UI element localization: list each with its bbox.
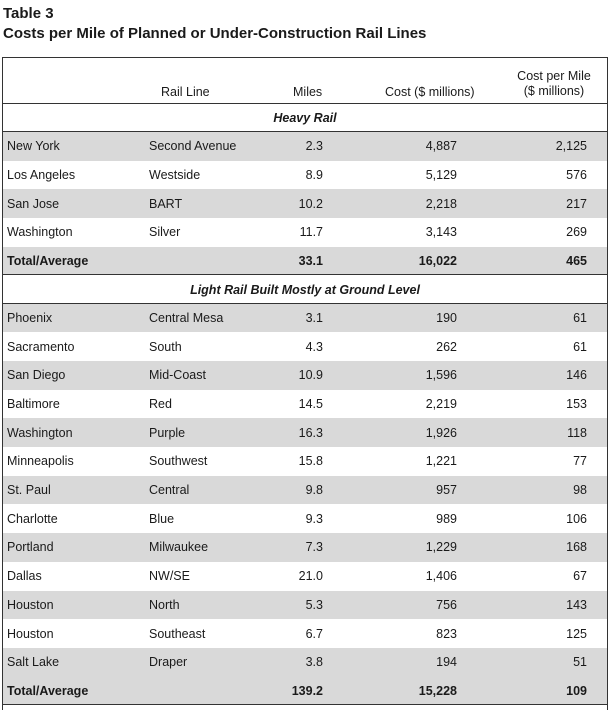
table-row [3, 132, 607, 161]
city-cell: Salt Lake [7, 655, 60, 670]
table-number: Table 3 [3, 5, 54, 22]
rail-line-cell: BART [149, 196, 183, 211]
table-row [3, 504, 607, 533]
cost-cell: 194 [436, 655, 457, 670]
cost-per-mile-cell: 153 [566, 396, 587, 411]
table-row [3, 189, 607, 218]
table-row [3, 418, 607, 447]
total-label: Total/Average [7, 683, 89, 698]
heavy_rail-section-label: Heavy Rail [3, 104, 607, 132]
cost-cell: 2,218 [425, 196, 457, 211]
header-cost-per-mile-line1: Cost per Mile [517, 69, 591, 83]
miles-cell: 10.9 [298, 368, 323, 383]
table-title: Costs per Mile of Planned or Under-Construction Rail Lines [3, 25, 427, 42]
miles-cell: 2.3 [305, 139, 323, 154]
rail-line-cell: Silver [149, 225, 181, 240]
total-label: Total/Average [7, 254, 89, 269]
miles-cell: 15.8 [298, 454, 323, 469]
total-miles: 139.2 [291, 683, 323, 698]
table-row [3, 619, 607, 648]
rail-line-cell: Second Avenue [149, 139, 237, 154]
table-row [3, 390, 607, 419]
cost-per-mile-cell: 77 [573, 454, 587, 469]
cost-per-mile-cell: 2,125 [555, 139, 587, 154]
cost-cell: 823 [436, 626, 457, 641]
city-cell: Washington [7, 225, 73, 240]
cost-cell: 1,926 [425, 425, 457, 440]
table-caption [3, 4, 426, 44]
cost-cell: 989 [436, 511, 457, 526]
cost-per-mile-cell: 61 [573, 339, 587, 354]
table-row [3, 332, 607, 361]
cost-per-mile-cell: 51 [573, 655, 587, 670]
total-miles: 33.1 [298, 254, 323, 269]
city-cell: Dallas [7, 569, 42, 584]
rail-line-cell: Milwaukee [149, 540, 209, 555]
header-cost: Cost ($ millions) [385, 85, 475, 99]
cost-cell: 1,229 [425, 540, 457, 555]
city-cell: Sacramento [7, 339, 75, 354]
cost-cell: 3,143 [425, 225, 457, 240]
city-cell: Charlotte [7, 511, 58, 526]
cost-per-mile-cell: 106 [566, 511, 587, 526]
city-cell: San Diego [7, 368, 66, 383]
city-cell: Phoenix [7, 310, 53, 325]
cost-cell: 2,219 [425, 396, 457, 411]
rail-line-cell: Red [149, 396, 172, 411]
rail-line-cell: Westside [149, 168, 201, 183]
light_rail-section-label: Light Rail Built Mostly at Ground Level [3, 276, 607, 304]
table-row [3, 218, 607, 247]
rail-line-cell: NW/SE [149, 569, 190, 584]
city-cell: St. Paul [7, 483, 51, 498]
cost-per-mile-cell: 269 [566, 225, 587, 240]
cost-per-mile-cell: 146 [566, 368, 587, 383]
table-row [3, 304, 607, 333]
rail-line-cell: Southeast [149, 626, 206, 641]
cost-cell: 262 [436, 339, 457, 354]
light_rail-total-row [3, 677, 607, 706]
total-cost-per-mile: 465 [566, 254, 587, 269]
cost-per-mile-cell: 61 [573, 310, 587, 325]
heavy_rail-total-row [3, 247, 607, 276]
miles-cell: 7.3 [305, 540, 323, 555]
cost-per-mile-cell: 168 [566, 540, 587, 555]
table-row [3, 161, 607, 190]
city-cell: New York [7, 139, 60, 154]
table-row [3, 591, 607, 620]
rail-line-cell: South [149, 339, 182, 354]
header-rail-line: Rail Line [161, 85, 210, 99]
miles-cell: 3.1 [305, 310, 323, 325]
miles-cell: 21.0 [298, 569, 323, 584]
city-cell: Houston [7, 626, 54, 641]
city-cell: Los Angeles [7, 168, 76, 183]
miles-cell: 6.7 [305, 626, 323, 641]
cost-cell: 5,129 [425, 168, 457, 183]
cost-per-mile-cell: 98 [573, 483, 587, 498]
cost-cell: 1,221 [425, 454, 457, 469]
cost-cell: 1,596 [425, 368, 457, 383]
rail-line-cell: Blue [149, 511, 175, 526]
table-row [3, 533, 607, 562]
rail-cost-table [2, 57, 608, 710]
rail-line-cell: Southwest [149, 454, 208, 469]
rail-line-cell: Draper [149, 655, 188, 670]
table-header-row [3, 58, 607, 104]
miles-cell: 14.5 [298, 396, 323, 411]
total-cost-per-mile: 109 [566, 683, 587, 698]
miles-cell: 3.8 [305, 655, 323, 670]
cost-per-mile-cell: 67 [573, 569, 587, 584]
header-cost-per-mile [509, 58, 599, 104]
total-cost: 16,022 [418, 254, 457, 269]
rail-line-cell: Mid-Coast [149, 368, 206, 383]
table-row [3, 476, 607, 505]
rail-line-cell: Purple [149, 425, 186, 440]
miles-cell: 9.8 [305, 483, 323, 498]
miles-cell: 4.3 [305, 339, 323, 354]
cost-per-mile-cell: 118 [567, 425, 587, 440]
miles-cell: 10.2 [298, 196, 323, 211]
city-cell: Baltimore [7, 396, 60, 411]
city-cell: Houston [7, 597, 54, 612]
rail-line-cell: North [149, 597, 180, 612]
cost-per-mile-cell: 576 [566, 168, 587, 183]
city-cell: Washington [7, 425, 73, 440]
cost-per-mile-cell: 217 [566, 196, 587, 211]
cost-cell: 1,406 [425, 569, 457, 584]
cost-cell: 957 [436, 483, 457, 498]
table-row [3, 447, 607, 476]
total-cost: 15,228 [418, 683, 457, 698]
header-cost-per-mile-line2: ($ millions) [523, 84, 585, 98]
cost-cell: 190 [436, 310, 457, 325]
table-row [3, 562, 607, 591]
cost-cell: 4,887 [425, 139, 457, 154]
miles-cell: 16.3 [298, 425, 323, 440]
rail-line-cell: Central [149, 483, 190, 498]
cost-per-mile-cell: 143 [566, 597, 587, 612]
table-row [3, 361, 607, 390]
rail-line-cell: Central Mesa [149, 310, 224, 325]
miles-cell: 11.7 [299, 225, 323, 240]
miles-cell: 5.3 [305, 597, 323, 612]
cost-per-mile-cell: 125 [566, 626, 587, 641]
city-cell: Minneapolis [7, 454, 74, 469]
cost-cell: 756 [436, 597, 457, 612]
miles-cell: 9.3 [305, 511, 323, 526]
miles-cell: 8.9 [305, 168, 323, 183]
table-row [3, 648, 607, 677]
city-cell: Portland [7, 540, 54, 555]
header-miles: Miles [293, 85, 323, 99]
city-cell: San Jose [7, 196, 60, 211]
